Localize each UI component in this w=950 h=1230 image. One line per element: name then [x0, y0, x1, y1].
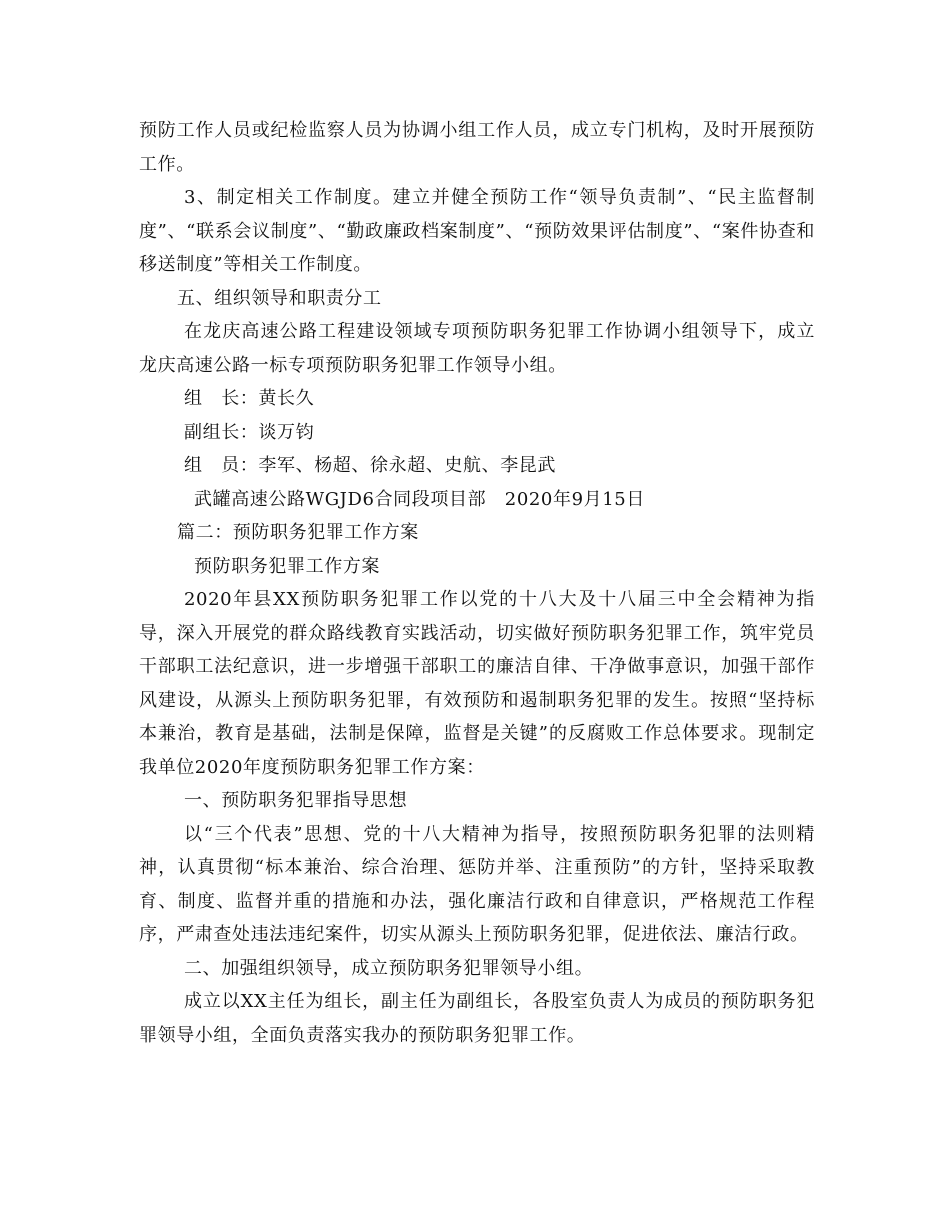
section-heading-leadership: 二、加强组织领导，成立预防职务犯罪领导小组。 — [184, 957, 594, 979]
group-members-line: 组 员：李军、杨超、徐永超、史航、李昆武 — [184, 455, 556, 476]
document-title: 预防职务犯罪工作方案 — [194, 555, 380, 577]
signature-date-line: 武罐高速公路WGJD6合同段项目部 2020年9月15日 — [194, 488, 645, 510]
document-body — [139, 114, 815, 1052]
section-heading-organization: 五、组织领导和职责分工 — [177, 287, 382, 309]
group-leader-line: 组 长：黄长久 — [184, 388, 315, 409]
chapter-heading: 篇二：预防职务犯罪工作方案 — [177, 522, 419, 543]
paragraph-continuation: 预防工作人员或纪检监察人员为协调小组工作人员，成立专门机构，及时开展预防工作。 — [139, 120, 815, 175]
paragraph-guiding-thought: 以“三个代表”思想、党的十八大精神为指导，按照预防职务犯罪的法则精神，认真贯彻“标本兼治、综合治理、惩防并举、注重预防”的方针，坚持采取教育、制度、监督并重的措施和办法，强化廉洁行政和自律意识，严格规范工作程序，严肃查处违法违纪案件，切实从源头上预防职务犯罪，促进依法、廉洁行政。 — [139, 823, 815, 945]
deputy-leader-line: 副组长：谈万钧 — [184, 421, 315, 443]
paragraph-work-system: 3、制定相关工作制度。建立并健全预防工作“领导负责制”、“民主监督制度”、“联系会议制度”、“勤政廉政档案制度”、“预防效果评估制度”、“案件协查和移送制度”等相关工作制度。 — [139, 187, 815, 275]
paragraph-leadership: 成立以XX主任为组长，副主任为副组长，各股室负责人为成员的预防职务犯罪领导小组，全面负责落实我办的预防职务犯罪工作。 — [139, 991, 815, 1046]
section-heading-guiding-thought: 一、预防职务犯罪指导思想 — [184, 790, 408, 811]
paragraph-leadership-group: 在龙庆高速公路工程建设领域专项预防职务犯罪工作协调小组领导下，成立龙庆高速公路一标专项预防职务犯罪工作领导小组。 — [139, 321, 815, 376]
paragraph-introduction: 2020年县XX预防职务犯罪工作以党的十八大及十八届三中全会精神为指导，深入开展党的群众路线教育实践活动，切实做好预防职务犯罪工作，筑牢党员干部职工法纪意识，进一步增强干部职工的廉洁自律、干净做事意识，加强干部作风建设，从源头上预防职务犯罪，有效预防和遏制职务犯罪的发生。按照“坚持标本兼治，教育是基础，法制是保障，监督是关键”的反腐败工作总体要求。现制定我单位2020年度预防职务犯罪工作方案： — [139, 589, 815, 778]
